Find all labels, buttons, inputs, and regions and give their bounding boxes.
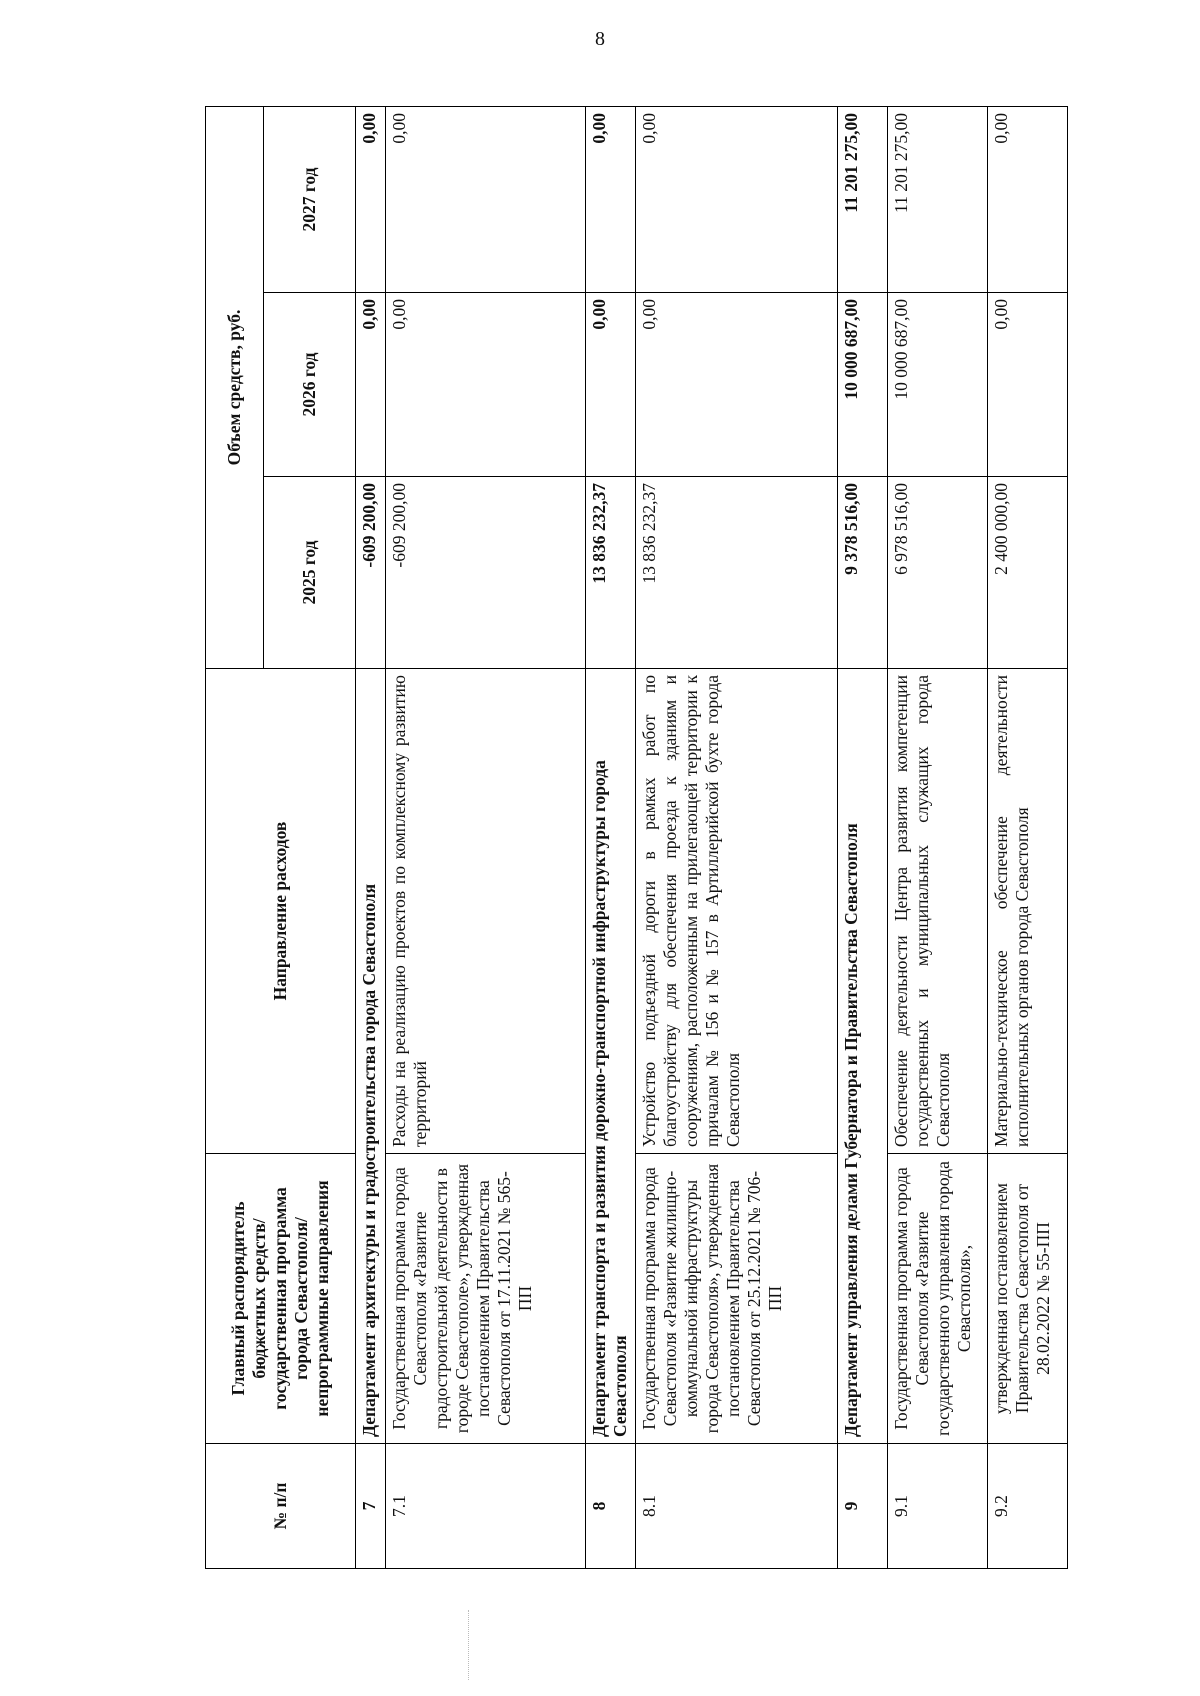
row-num: 7.1: [386, 1444, 586, 1569]
row-num: 8.1: [636, 1444, 838, 1569]
value-2027: 0,00: [356, 107, 386, 293]
value-2027: 0,00: [636, 107, 838, 293]
row-num: 9.2: [988, 1444, 1068, 1569]
value-2027: 11 201 275,00: [888, 107, 988, 293]
value-2026: 0,00: [988, 293, 1068, 477]
value-2027: 11 201 275,00: [838, 107, 888, 293]
value-2026: 0,00: [586, 293, 636, 477]
table-row-7-1: [386, 107, 586, 1569]
dept-name: Департамент управления делами Губернатора и Правительства Севастополя: [838, 669, 888, 1444]
direction-text: Устройство подъездной дороги в рамках работ по благоустройству для обеспечения проезда к зданиям и сооружениям, расположенным на прилегающей территории к причалам № 156 и № 157 в Артиллерийской бухте города Севастополя: [636, 669, 838, 1154]
value-2025: 13 836 232,37: [636, 477, 838, 669]
value-2025: 6 978 516,00: [888, 477, 988, 669]
header-direction: Направление расходов: [206, 669, 356, 1154]
row-num: 9: [838, 1444, 888, 1569]
header-num: № п/п: [206, 1444, 356, 1569]
value-2026: 0,00: [636, 293, 838, 477]
budget-table-rotated: [205, 107, 1155, 1569]
header-volume: Объем средств, руб.: [206, 107, 264, 669]
value-2027: 0,00: [988, 107, 1068, 293]
table-row-9-1: [888, 107, 988, 1569]
table-row-dept-9: [838, 107, 888, 1569]
table-row-dept-8: [586, 107, 636, 1569]
program-name: Государственная программа города Севастополя «Развитие государственного управления города Севастополя»,: [888, 1154, 988, 1444]
direction-text: Материально-техническое обеспечение деятельности исполнительных органов города Севастополя: [988, 669, 1068, 1154]
direction-text: Расходы на реализацию проектов по комплексному развитию территорий: [386, 669, 586, 1154]
direction-text: Обеспечение деятельности Центра развития компетенции государственных и муниципальных служащих города Севастополя: [888, 669, 988, 1154]
value-2025: 9 378 516,00: [838, 477, 888, 669]
scan-mark: [468, 1610, 470, 1680]
value-2026: 0,00: [356, 293, 386, 477]
budget-table: [205, 106, 1068, 1569]
value-2025: 2 400 000,00: [988, 477, 1068, 669]
table-row-dept-7: [356, 107, 386, 1569]
table-row-8-1: [636, 107, 838, 1569]
dept-name: Департамент архитектуры и градостроительства города Севастополя: [356, 669, 386, 1444]
value-2025: 13 836 232,37: [586, 477, 636, 669]
value-2027: 0,00: [586, 107, 636, 293]
header-year-2027: 2027 год: [264, 107, 356, 293]
value-2026: 10 000 687,00: [888, 293, 988, 477]
value-2026: 10 000 687,00: [838, 293, 888, 477]
value-2025: -609 200,00: [386, 477, 586, 669]
program-name: утвержденная постановлением Правительства Севастополя от 28.02.2022 № 55-ПП: [988, 1154, 1068, 1444]
value-2026: 0,00: [386, 293, 586, 477]
table-row-9-2: [988, 107, 1068, 1569]
row-num: 9.1: [888, 1444, 988, 1569]
page-number: 8: [595, 28, 605, 50]
header-year-2025: 2025 год: [264, 477, 356, 669]
program-name: Государственная программа города Севастополя «Развитие жилищно-коммунальной инфраструктуры города Севастополя», утвержденная постановлением Правительства Севастополя от 25.12.2021 № 706-ПП: [636, 1154, 838, 1444]
value-2025: -609 200,00: [356, 477, 386, 669]
row-num: 7: [356, 1444, 386, 1569]
row-num: 8: [586, 1444, 636, 1569]
header-program: Главный распорядитель бюджетных средств/государственная программа города Севастополя/непрограммные направления: [206, 1154, 356, 1444]
dept-name: Департамент транспорта и развития дорожно-транспортной инфраструктуры города Севастополя: [586, 669, 636, 1444]
header-year-2026: 2026 год: [264, 293, 356, 477]
program-name: Государственная программа города Севастополя «Развитие градостроительной деятельности в городе Севастополе», утвержденная постановлением Правительства Севастополя от 17.11.2021 № 565-ПП: [386, 1154, 586, 1444]
value-2027: 0,00: [386, 107, 586, 293]
